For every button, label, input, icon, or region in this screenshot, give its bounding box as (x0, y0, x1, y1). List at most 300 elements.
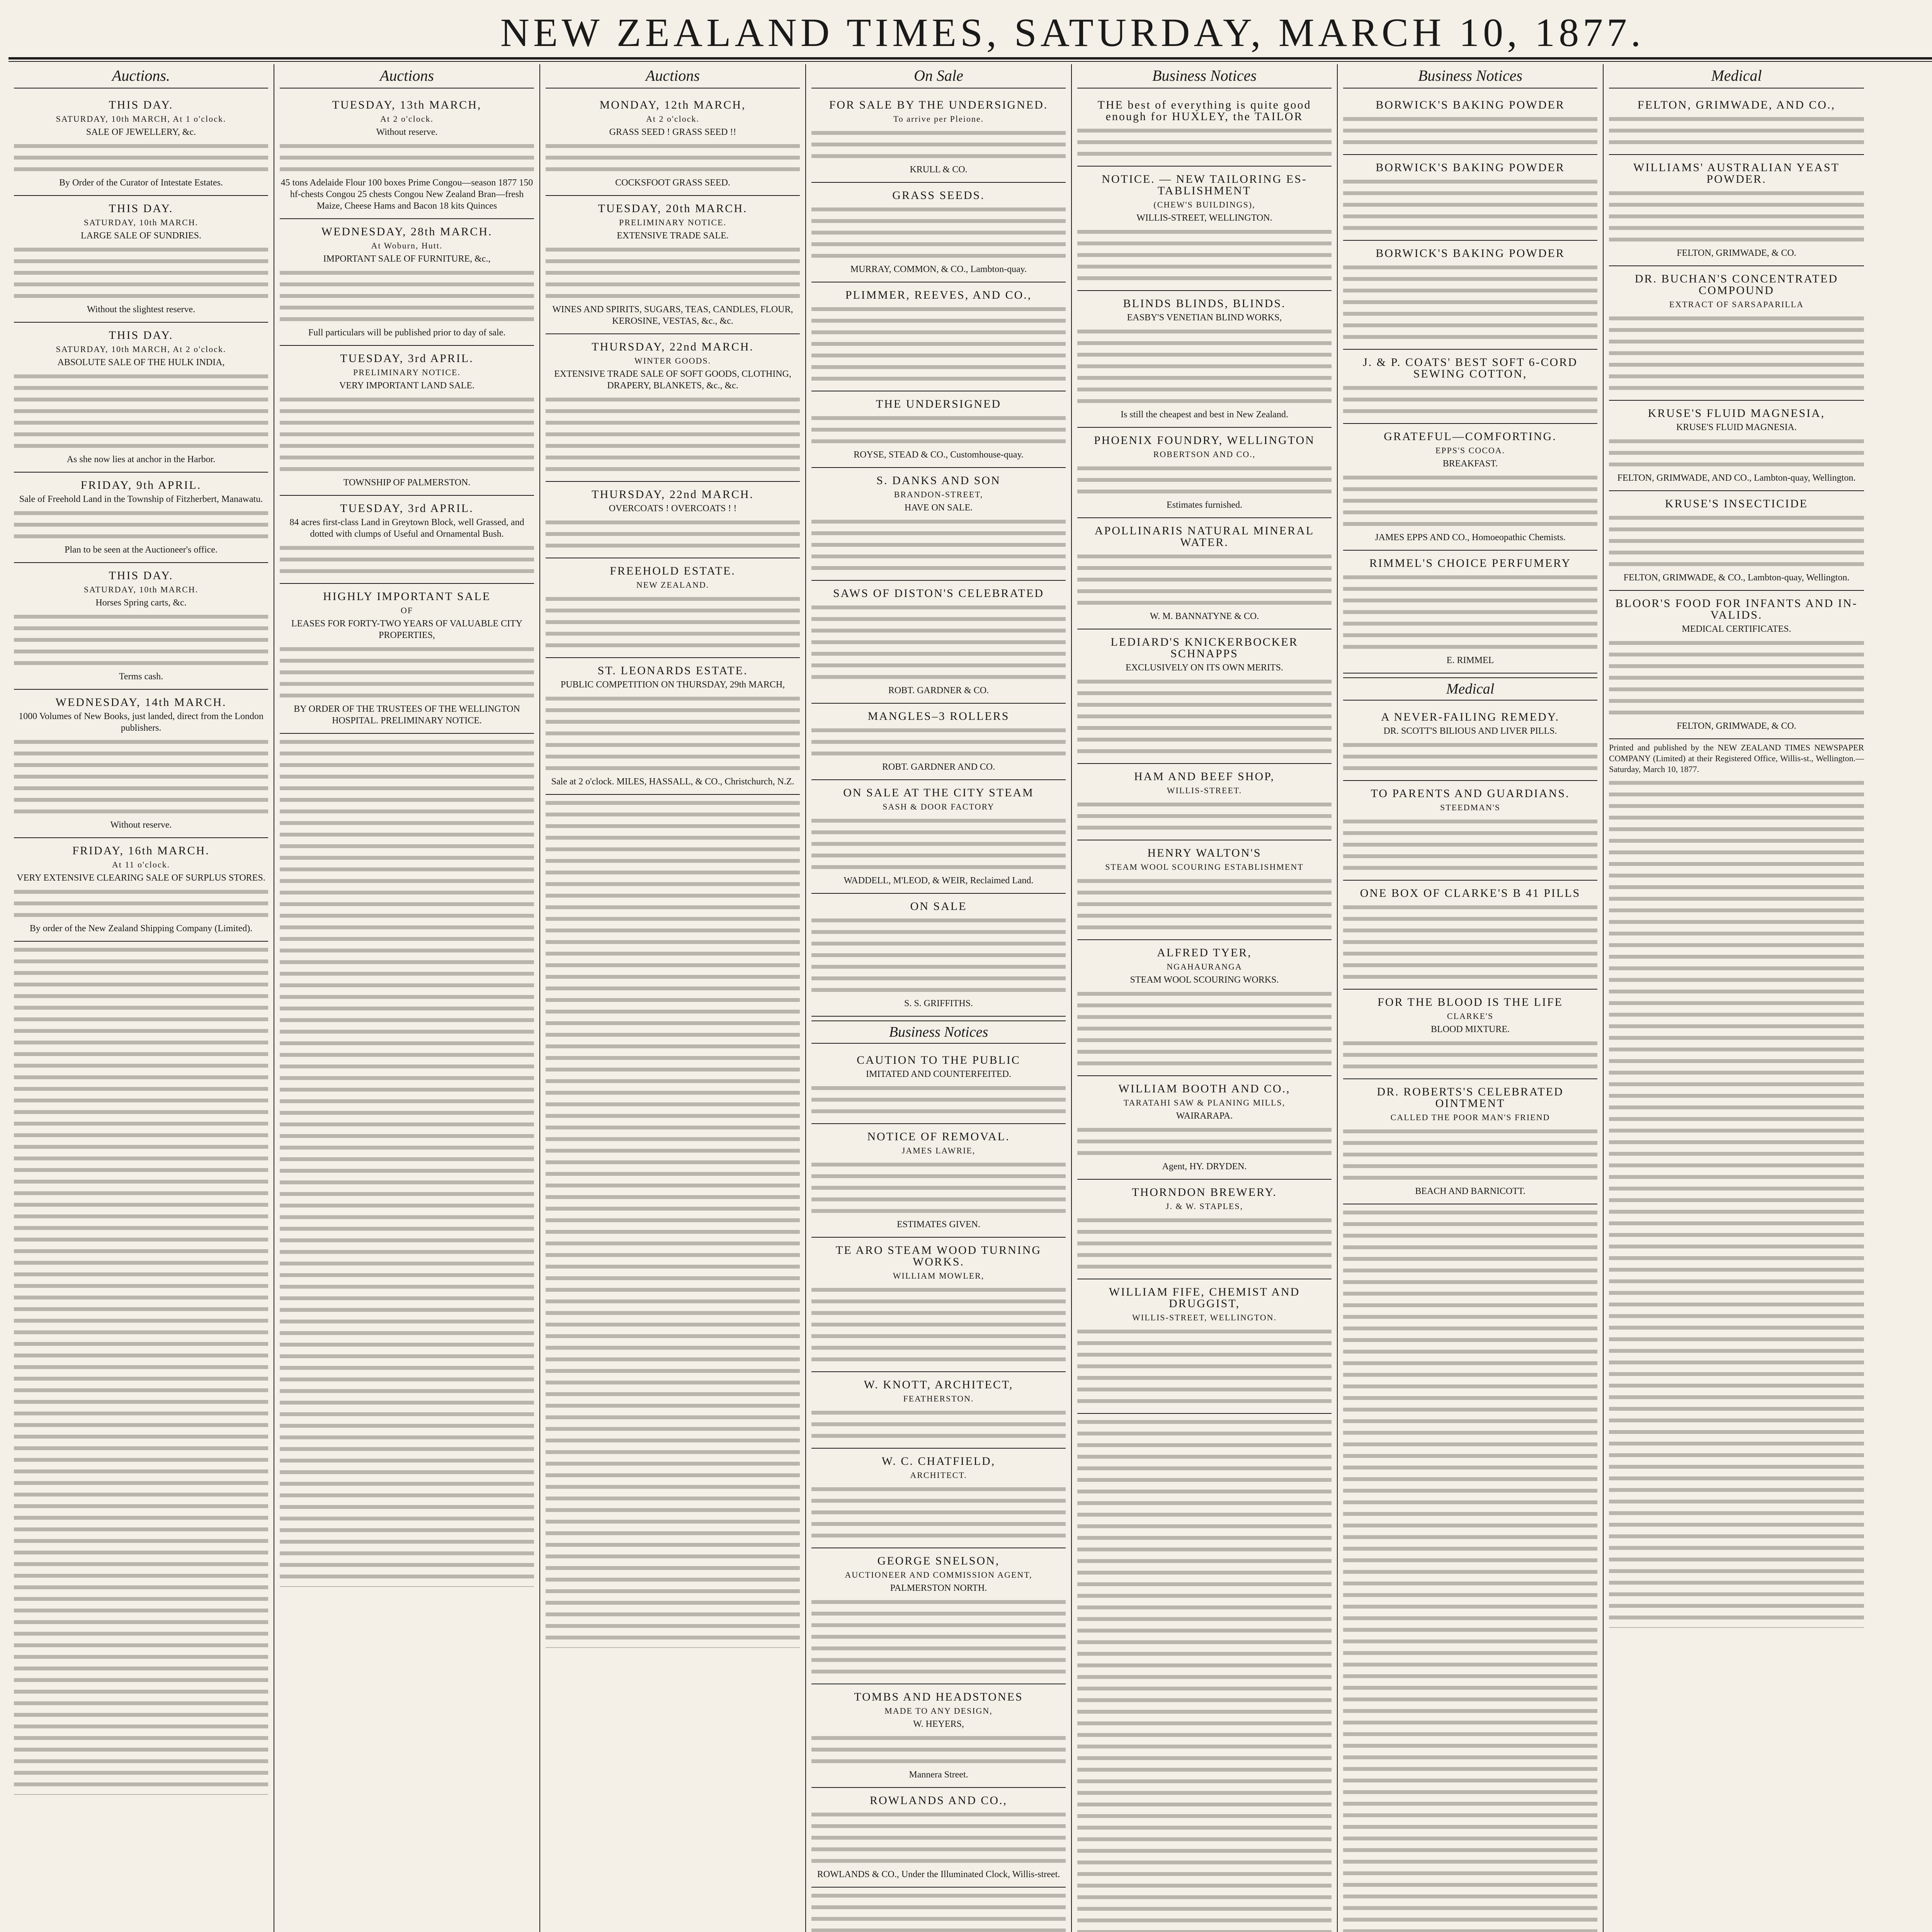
advertisement (1609, 155, 1864, 266)
ad-heading: PLIMMER, REEVES, AND CO., (845, 289, 1032, 301)
ad-body-text-lines (280, 268, 534, 326)
ad-heading: NOTICE OF REMOVAL. (867, 1130, 1010, 1143)
ad-body-text-lines (811, 304, 1066, 385)
ad-title: PUBLIC COMPETITION ON THURSDAY, 29th MARCH, (560, 680, 785, 690)
ad-heading: THE UNDERSIGNED (876, 398, 1002, 410)
ad-heading: TO PARENTS AND GUARDIANS. (1371, 787, 1570, 800)
ad-body-text-lines (1609, 313, 1864, 395)
ad-body-text-lines (811, 602, 1066, 684)
ad-body-text-lines (811, 1597, 1066, 1678)
advertisement (1077, 764, 1332, 840)
ad-title: VERY IMPORTANT LAND SALE. (339, 381, 474, 391)
medical-section-heading: Medical (1343, 677, 1597, 701)
ad-title: BLOOD MIXTURE. (1431, 1024, 1510, 1034)
ad-body: KRULL & CO. (910, 165, 968, 175)
ad-subheading: NGAHAURANGA (1167, 962, 1242, 971)
advertisement (280, 92, 534, 219)
column-text-filler (546, 798, 800, 1648)
ad-title: PALMERSTON NORTH. (890, 1583, 987, 1593)
advertisement (1343, 990, 1597, 1079)
ad-body: Terms cash. (119, 672, 163, 682)
advertisement (1077, 291, 1332, 428)
ad-body-text-lines (1343, 473, 1597, 531)
ad-heading: TUESDAY, 13th MARCH, (332, 99, 482, 111)
advertisement (1343, 1079, 1597, 1204)
ad-body-text-lines (1343, 740, 1597, 775)
advertisement (1077, 1279, 1332, 1414)
ad-heading: WILLIAM BOOTH AND CO., (1118, 1082, 1291, 1095)
advertisement (1343, 350, 1597, 424)
ad-heading: TUESDAY, 3rd APRIL. (340, 352, 474, 365)
ad-subheading: CALLED THE POOR MAN'S FRIEND (1390, 1112, 1550, 1122)
column-text-filler (1077, 1417, 1332, 1932)
ad-heading: W. KNOTT, ARCHITECT, (864, 1378, 1014, 1391)
advertisement (1077, 840, 1332, 940)
ad-body-text-lines (1077, 1215, 1332, 1273)
ad-subheading: PRELIMINARY NOTICE. (353, 367, 461, 377)
ad-body-text-lines (14, 737, 268, 818)
column-6 (1338, 64, 1604, 1932)
ad-heading: PHOENIX FOUNDRY, WELLINGTON (1094, 434, 1315, 447)
ad-body-text-lines (1343, 902, 1597, 983)
column-5 (1072, 64, 1338, 1932)
advertisement (811, 1788, 1066, 1888)
page-columns (9, 64, 1932, 1932)
ad-heading: BORWICK'S BAKING POWDER (1376, 247, 1565, 260)
column-1 (9, 64, 274, 1932)
ad-body-text-lines (1609, 638, 1864, 719)
advertisement (1609, 92, 1864, 155)
advertisement (546, 196, 800, 334)
printer-imprint: Printed and published by the NEW ZEALAND TIMES NEWSPAPER COMPANY (Limited) at their Registered Office, Willis-st., Wellington.—Saturday, March 10, 1877. (1609, 743, 1864, 774)
ad-title: MEDICAL CERTIFICATES. (1682, 624, 1791, 634)
ad-body: Agent, HY. DRYDEN. (1162, 1162, 1247, 1172)
ad-heading: KRUSE'S INSECTICIDE (1665, 497, 1808, 510)
ad-title: EXTENSIVE TRADE SALE OF SOFT GOODS, CLOTHING, DRAPERY, BLANKETS, &c., &c. (554, 369, 791, 391)
column-7 (1604, 64, 1869, 1932)
ad-heading: ON SALE AT THE CITY STEAM (843, 786, 1034, 799)
ad-body: ESTIMATES GIVEN. (897, 1219, 980, 1230)
advertisement (811, 780, 1066, 894)
ad-subheading: At Woburn, Hutt. (371, 241, 443, 250)
ad-subheading: At 11 o'clock. (112, 860, 170, 869)
ad-title: VERY EXTENSIVE CLEARING SALE OF SURPLUS STORES. (17, 873, 265, 883)
advertisement (811, 183, 1066, 282)
ad-heading: WILLIAM FIFE, CHEMIST AND DRUGGIST, (1109, 1286, 1300, 1310)
ad-body: FELTON, GRIMWADE, & CO. (1677, 248, 1796, 258)
ad-title: LEASES FOR FORTY-TWO YEARS OF VALUABLE CITY PROPERTIES, (291, 619, 523, 640)
advertisement (280, 496, 534, 584)
ad-subheading: NEW ZEALAND. (636, 580, 709, 590)
ad-body: S. S. GRIFFITHS. (904, 998, 973, 1009)
column-section-heading: Medical (1609, 64, 1864, 88)
ad-body-text-lines (14, 371, 268, 452)
ad-subheading: MADE TO ANY DESIGN, (884, 1706, 993, 1716)
ad-body-text-lines (811, 1484, 1066, 1542)
ad-body-text-lines (811, 1160, 1066, 1218)
ad-body-text-lines (1077, 126, 1332, 160)
ad-body-text-lines (1077, 551, 1332, 609)
ad-body-text-lines (811, 1083, 1066, 1118)
ad-body: FELTON, GRIMWADE, & CO., Lambton-quay, Wellington. (1623, 573, 1850, 583)
ad-subheading: To arrive per Pleione. (893, 114, 984, 124)
ad-title: DR. SCOTT'S BILIOUS AND LIVER PILLS. (1383, 726, 1557, 736)
ad-heading: BLOOR'S FOOD FOR INFANTS AND IN-VALIDS. (1615, 597, 1858, 621)
advertisement (1077, 428, 1332, 518)
ad-heading: HENRY WALTON'S (1147, 847, 1262, 859)
ad-heading: ON SALE (910, 900, 967, 913)
ad-body-text-lines (1077, 463, 1332, 498)
ad-subheading: (CHEW'S BUILDINGS), (1153, 200, 1255, 209)
ad-body-text-lines (280, 543, 534, 578)
ad-title: Horses Spring carts, &c. (95, 598, 187, 608)
ad-body: BEACH AND BARNICOTT. (1415, 1186, 1526, 1196)
ad-subheading: EXTRACT OF SARSAPARILLA (1669, 299, 1804, 309)
advertisement (811, 1372, 1066, 1449)
ad-heading: ALFRED TYER, (1157, 946, 1252, 959)
ad-body: WADDELL, M'LEOD, & WEIR, Reclaimed Land. (844, 876, 1034, 886)
ad-body-text-lines (1343, 1126, 1597, 1184)
ad-body-text-lines (1343, 572, 1597, 653)
ad-subheading: SATURDAY, 10th MARCH. (83, 218, 199, 227)
ad-body-text-lines (14, 612, 268, 670)
ad-body-text-lines (546, 694, 800, 775)
ad-body-text-lines (1077, 989, 1332, 1070)
advertisement (14, 323, 268, 473)
ad-heading: FOR THE BLOOD IS THE LIFE (1378, 996, 1563, 1009)
ad-body-text-lines (546, 141, 800, 176)
column-2 (274, 64, 540, 1932)
ad-title: OVERCOATS ! OVERCOATS ! ! (609, 503, 737, 514)
ad-heading: ONE BOX OF CLARKE'S B 41 PILLS (1360, 887, 1581, 900)
ad-subheading: CLARKE'S (1447, 1011, 1494, 1021)
ad-body-text-lines (1609, 436, 1864, 471)
ad-heading: S. DANKS AND SON (876, 474, 1001, 487)
ad-body-text-lines (546, 517, 800, 552)
ad-subheading: JAMES LAWRIE, (901, 1146, 976, 1155)
advertisement (546, 334, 800, 482)
advertisement (1343, 881, 1597, 990)
advertisement (1077, 1180, 1332, 1279)
ad-title: SALE OF JEWELLERY, &c. (86, 127, 196, 137)
ad-body: TOWNSHIP OF PALMERSTON. (343, 478, 471, 488)
ad-title: LARGE SALE OF SUNDRIES. (80, 231, 202, 241)
column-section-heading: Auctions (280, 64, 534, 88)
ad-heading: FREEHOLD ESTATE. (610, 565, 736, 577)
ad-body-text-lines (811, 915, 1066, 997)
advertisement (811, 894, 1066, 1017)
ad-subheading: TARATAHI SAW & PLANING MILLS, (1123, 1098, 1286, 1107)
ad-subheading: SATURDAY, 10th MARCH, At 1 o'clock. (56, 114, 226, 124)
advertisement (811, 1684, 1066, 1788)
ad-heading: KRUSE'S FLUID MAGNESIA, (1648, 407, 1825, 420)
ad-body-text-lines (811, 725, 1066, 760)
ad-body: Sale at 2 o'clock. MILES, HASSALL, & CO., Christchurch, N.Z. (551, 777, 794, 787)
ad-subheading: OF (400, 605, 413, 615)
ad-subheading: PRELIMINARY NOTICE. (619, 218, 726, 227)
column-text-filler (1609, 778, 1864, 1628)
ad-body-text-lines (811, 1810, 1066, 1867)
ad-body-text-lines (1077, 1327, 1332, 1408)
ad-subheading: SATURDAY, 10th MARCH. (83, 585, 199, 594)
ad-body-text-lines (1343, 262, 1597, 344)
ad-heading: BORWICK'S BAKING POWDER (1376, 161, 1565, 174)
ad-title: Without reserve. (376, 127, 438, 137)
ad-heading: TUESDAY, 20th MARCH. (598, 202, 748, 215)
ad-heading: HIGHLY IMPORTANT SALE (323, 590, 491, 603)
ad-body-text-lines (811, 1408, 1066, 1442)
newspaper-title: NEW ZEALAND TIMES, SATURDAY, MARCH 10, 1877. (500, 10, 1645, 55)
ad-subheading: AUCTIONEER AND COMMISSION AGENT, (845, 1570, 1032, 1580)
advertisement (280, 219, 534, 346)
ad-subheading: STEAM WOOL SCOURING ESTABLISHMENT (1105, 862, 1304, 872)
ad-body: FELTON, GRIMWADE, AND CO., Lambton-quay, Wellington. (1617, 473, 1856, 483)
ad-heading: THIS DAY. (109, 99, 173, 111)
column-section-heading: Business Notices (1343, 64, 1597, 88)
ad-body: Without the slightest reserve. (87, 304, 196, 315)
ad-body: Is still the cheapest and best in New Zealand. (1121, 410, 1288, 420)
ad-heading: TE ARO STEAM WOOD TURNING WORKS. (835, 1244, 1042, 1268)
advertisement (1343, 551, 1597, 673)
advertisement (14, 838, 268, 942)
advertisement (811, 468, 1066, 581)
ad-body-text-lines (811, 517, 1066, 575)
ad-body: FELTON, GRIMWADE, & CO. (1677, 721, 1796, 731)
ad-title: KRUSE'S FLUID MAGNESIA. (1676, 422, 1797, 432)
ad-body: JAMES EPPS AND CO., Homoeopathic Chemists. (1375, 532, 1566, 543)
ad-heading: ROWLANDS AND CO., (869, 1794, 1007, 1807)
column-text-filler (14, 945, 268, 1795)
ad-heading: ST. LEONARDS ESTATE. (597, 664, 748, 677)
ad-heading: DR. ROBERTS'S CELEBRATED OINTMENT (1377, 1085, 1564, 1110)
ad-body: ROWLANDS & CO., Under the Illuminated Clock, Willis-street. (817, 1869, 1060, 1879)
ad-body-text-lines (1609, 188, 1864, 246)
ad-subheading: At 2 o'clock. (380, 114, 434, 124)
ad-heading: THIS DAY. (109, 202, 173, 215)
advertisement (280, 584, 534, 734)
ad-heading: J. & P. COATS' BEST SOFT 6-CORD SEWING COTTON, (1363, 356, 1578, 380)
ad-heading: FOR SALE BY THE UNDERSIGNED. (829, 99, 1048, 111)
ad-body-text-lines (811, 1285, 1066, 1366)
ad-body: By order of the New Zealand Shipping Company (Limited). (29, 923, 253, 934)
ad-body-text-lines (546, 395, 800, 476)
ad-title: GRASS SEED ! GRASS SEED !! (609, 127, 736, 137)
ad-heading: THURSDAY, 22nd MARCH. (592, 488, 754, 501)
ad-body: 45 tons Adelaide Flour 100 boxes Prime Congou—season 1877 150 hf-chests Congou 25 chests Congou New Zealand Bran—fresh Maize, Cheese Hams and Bacon 18 kits Quinces (281, 178, 533, 211)
advertisement (1077, 940, 1332, 1076)
ad-body: ROBT. GARDNER AND CO. (882, 762, 995, 772)
ad-subheading: STEEDMAN'S (1440, 803, 1500, 812)
ad-body-text-lines (1609, 513, 1864, 571)
ad-body: Plan to be seen at the Auctioneer's office. (65, 545, 218, 555)
ad-body: ROYSE, STEAD & CO., Customhouse-quay. (854, 450, 1024, 460)
ad-heading: MANGLES–3 ROLLERS (867, 710, 1010, 723)
column-section-heading: Auctions (546, 64, 800, 88)
advertisement (811, 92, 1066, 183)
ad-body-text-lines (1077, 1125, 1332, 1160)
advertisement (1343, 781, 1597, 881)
ad-subheading: FEATHERSTON. (903, 1394, 974, 1403)
advertisement (14, 473, 268, 563)
ad-body: ROBT. GARDNER & CO. (888, 685, 989, 696)
ad-heading: WILLIAMS' AUSTRALIAN YEAST POWDER. (1633, 161, 1840, 185)
advertisement (1077, 629, 1332, 764)
ad-title: WAIRARAPA. (1176, 1111, 1233, 1121)
advertisement (811, 1449, 1066, 1548)
advertisement (1343, 424, 1597, 551)
column-text-filler (1343, 1208, 1597, 1932)
column-section-heading: On Sale (811, 64, 1066, 88)
ad-heading: BLINDS BLINDS, BLINDS. (1123, 297, 1286, 310)
ad-body-text-lines (14, 508, 268, 543)
ad-subheading: WILLIS-STREET. (1167, 786, 1242, 795)
advertisement (811, 282, 1066, 391)
advertisement (280, 346, 534, 496)
ad-body: E. RIMMEL (1446, 655, 1494, 665)
column-text-filler (280, 737, 534, 1587)
ad-title: 84 acres first-class Land in Greytown Block, well Grassed, and dotted with clumps of Useful and Ornamental Bush. (289, 517, 524, 539)
ad-heading: GRATEFUL—COMFORTING. (1384, 430, 1557, 443)
ad-body-text-lines (280, 644, 534, 702)
ad-title: EASBY'S VENETIAN BLIND WORKS, (1127, 313, 1282, 323)
advertisement (811, 1548, 1066, 1684)
advertisement (1343, 704, 1597, 781)
ad-heading: MONDAY, 12th MARCH, (599, 99, 746, 111)
ad-subheading: SASH & DOOR FACTORY (883, 802, 995, 811)
ad-body-text-lines (1343, 177, 1597, 235)
ad-heading: W. C. CHATFIELD, (881, 1455, 996, 1468)
ad-title: EXTENSIVE TRADE SALE. (617, 231, 729, 241)
ad-heading: FRIDAY, 9th APRIL. (80, 479, 202, 492)
ad-body-text-lines (811, 413, 1066, 448)
ad-body-text-lines (1077, 876, 1332, 934)
ad-subheading: BRANDON-STREET, (894, 490, 983, 499)
masthead (0, 10, 1932, 56)
advertisement (1609, 491, 1864, 591)
advertisement (1609, 266, 1864, 401)
ad-heading: THIS DAY. (109, 329, 173, 342)
advertisement (1609, 401, 1864, 491)
ad-heading: HAM AND BEEF SHOP, (1134, 770, 1275, 783)
ad-body-text-lines (280, 395, 534, 476)
ad-body-text-lines (1609, 114, 1864, 149)
ad-body-text-lines (14, 887, 268, 922)
ad-subheading: WINTER GOODS. (634, 356, 711, 366)
ad-body-text-lines (546, 594, 800, 652)
ad-heading: DR. BUCHAN'S CONCENTRATED COMPOUND (1634, 272, 1838, 297)
ad-heading: LEDIARD'S KNICKERBOCKER SCHNAPPS (1111, 636, 1298, 660)
ad-body-text-lines (811, 204, 1066, 262)
advertisement (811, 704, 1066, 780)
ad-title: STEAM WOOL SCOURING WORKS. (1130, 975, 1279, 985)
ad-heading: NOTICE. — NEW TAILORING ES-TABLISHMENT (1102, 173, 1307, 197)
ad-body-text-lines (811, 1733, 1066, 1768)
ad-subheading: WILLIAM MOWLER, (893, 1271, 985, 1281)
advertisement (811, 1124, 1066, 1238)
advertisement (14, 196, 268, 323)
ad-body: By Order of the Curator of Intestate Estates. (59, 178, 223, 188)
ad-title: 1000 Volumes of New Books, just landed, direct from the London publishers. (19, 711, 264, 733)
advertisement (811, 581, 1066, 704)
ad-body-text-lines (1343, 816, 1597, 874)
column-3 (540, 64, 806, 1932)
ad-title: WILLIS-STREET, WELLINGTON. (1136, 213, 1272, 223)
ad-subheading: WILLIS-STREET, WELLINGTON. (1132, 1313, 1277, 1322)
ad-heading: GEORGE SNELSON, (877, 1554, 1000, 1567)
ad-subheading: ARCHITECT. (910, 1470, 967, 1480)
ad-title: HAVE ON SALE. (904, 503, 973, 513)
advertisement (1343, 155, 1597, 241)
ad-body-text-lines (546, 245, 800, 303)
column-4 (806, 64, 1072, 1932)
ad-heading: A NEVER-FAILING REMEDY. (1381, 711, 1560, 723)
advertisement (1077, 1076, 1332, 1180)
ad-body: Estimates furnished. (1167, 500, 1242, 510)
advertisement (811, 391, 1066, 468)
ad-heading: FELTON, GRIMWADE, AND CO., (1637, 99, 1836, 111)
advertisement (1609, 591, 1864, 739)
masthead-rule-thin (9, 61, 1932, 62)
ad-body: W. M. BANNATYNE & CO. (1150, 611, 1259, 621)
ad-body-text-lines (1077, 227, 1332, 285)
ad-body-text-lines (1343, 383, 1597, 418)
advertisement (811, 1048, 1066, 1124)
advertisement (546, 92, 800, 196)
ad-heading: GRASS SEEDS. (892, 189, 985, 202)
ad-heading: WEDNESDAY, 14th MARCH. (55, 696, 227, 709)
ad-body: Mannera Street. (909, 1770, 968, 1780)
ad-body-text-lines (1343, 114, 1597, 149)
ad-heading: SAWS OF DISTON'S CELEBRATED (833, 587, 1044, 600)
column-section-heading: Auctions. (14, 64, 268, 88)
advertisement (1077, 167, 1332, 291)
ad-body-text-lines (14, 245, 268, 303)
ad-body-text-lines (811, 816, 1066, 874)
ad-body: COCKSFOOT GRASS SEED. (615, 178, 730, 188)
ad-title: ABSOLUTE SALE OF THE HULK INDIA, (57, 357, 225, 367)
ad-body: Full particulars will be published prior to day of sale. (308, 328, 506, 338)
ad-body-text-lines (1077, 327, 1332, 408)
ad-body-text-lines (1077, 799, 1332, 834)
advertisement (14, 690, 268, 838)
ad-body-text-lines (14, 141, 268, 176)
advertisement (14, 563, 268, 690)
ad-heading: FRIDAY, 16th MARCH. (72, 844, 210, 857)
ad-heading: THE best of everything is quite good enough for HUXLEY, the TAILOR (1097, 99, 1311, 123)
advertisement (14, 92, 268, 196)
advertisement (546, 482, 800, 558)
ad-subheading: At 2 o'clock. (646, 114, 700, 124)
ad-title: IMITATED AND COUNTERFEITED. (866, 1069, 1012, 1079)
masthead-rule (9, 57, 1932, 60)
ad-title: EXCLUSIVELY ON ITS OWN MERITS. (1125, 663, 1283, 673)
ad-body-text-lines (811, 128, 1066, 163)
ad-heading: BORWICK'S BAKING POWDER (1376, 99, 1565, 111)
ad-heading: CAUTION TO THE PUBLIC (857, 1054, 1020, 1066)
ad-subheading: EPPS'S COCOA. (1435, 446, 1505, 455)
ad-heading: RIMMEL'S CHOICE PERFUMERY (1369, 557, 1571, 570)
ad-title: Sale of Freehold Land in the Township of Fitzherbert, Manawatu. (19, 494, 263, 504)
advertisement (546, 558, 800, 658)
ad-body-text-lines (1343, 1038, 1597, 1073)
advertisement (811, 1238, 1066, 1372)
advertisement (1077, 92, 1332, 167)
ad-body: MURRAY, COMMON, & CO., Lambton-quay. (850, 264, 1027, 274)
advertisement (1077, 518, 1332, 629)
advertisement (546, 658, 800, 795)
ad-body-text-lines (280, 141, 534, 176)
ad-heading: WEDNESDAY, 28th MARCH. (321, 225, 493, 238)
